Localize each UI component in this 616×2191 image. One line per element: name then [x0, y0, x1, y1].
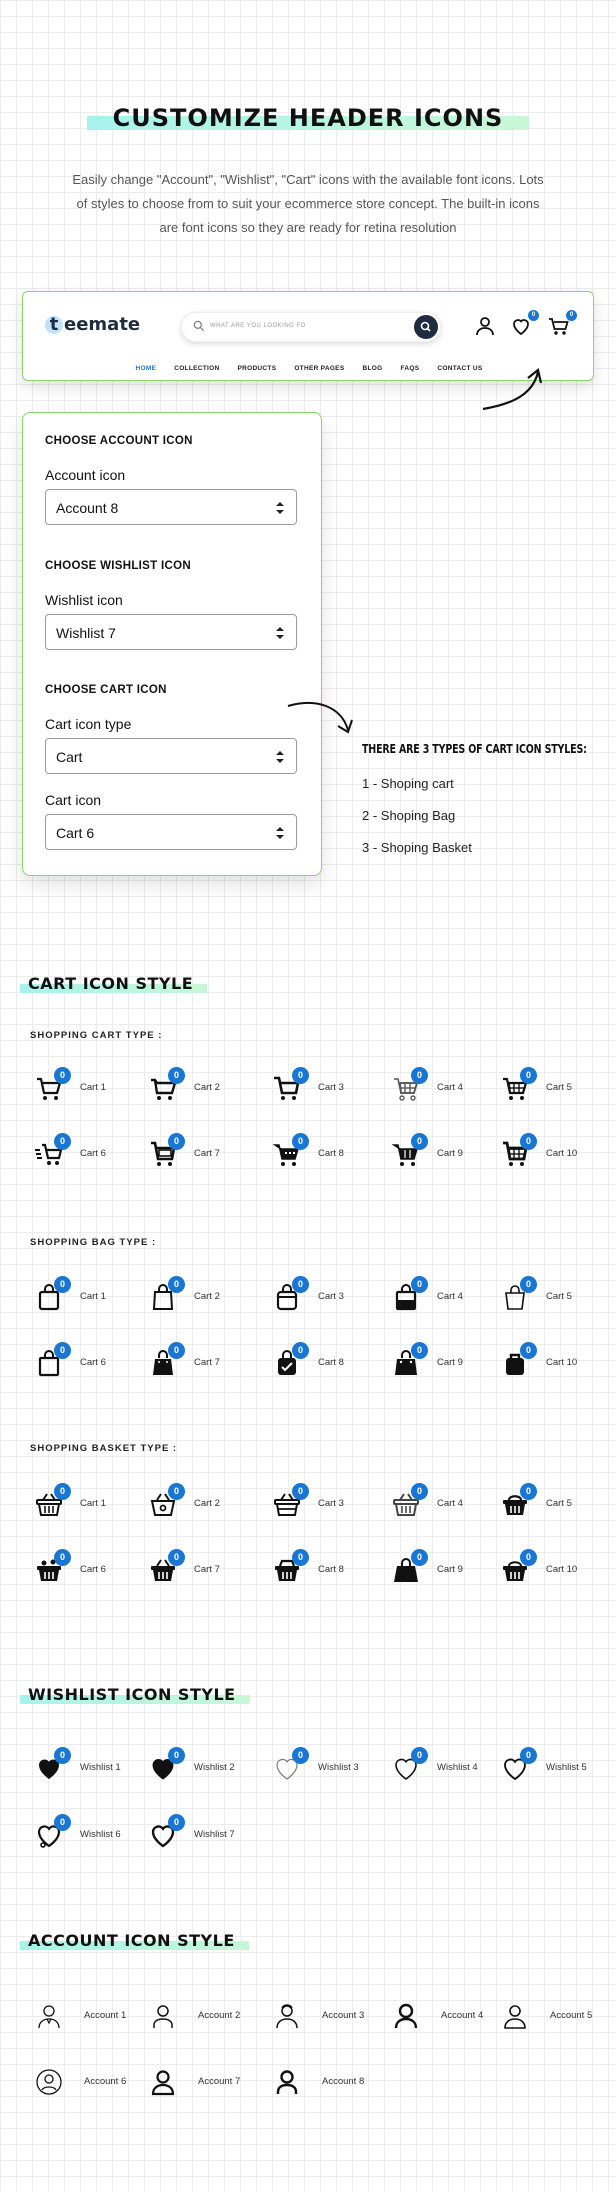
cart-option-label: Cart 4	[437, 1082, 463, 1093]
cart-types-note	[362, 742, 616, 855]
account-select[interactable]	[45, 489, 297, 525]
account-option-label: Account 3	[322, 2010, 365, 2021]
basket-option-9[interactable]	[385, 1549, 500, 1591]
basket-option-label: Cart 10	[546, 1564, 578, 1575]
basket-option-label: Cart 4	[437, 1498, 463, 1509]
account-option-8[interactable]	[266, 2061, 381, 2103]
cart-option-4[interactable]	[385, 1067, 500, 1109]
bag-option-9[interactable]	[385, 1342, 500, 1384]
bag-option-5[interactable]	[494, 1276, 609, 1318]
wishlist-badge: 0	[528, 310, 539, 321]
basket-option-6[interactable]	[28, 1549, 143, 1591]
select-arrows-icon	[274, 825, 286, 841]
count-badge: 0	[411, 1067, 428, 1084]
bag-option-label: Cart 8	[318, 1357, 344, 1368]
count-badge: 0	[520, 1483, 537, 1500]
account-icon	[272, 2067, 302, 2097]
search-icon	[414, 315, 438, 339]
count-badge: 0	[411, 1276, 428, 1293]
cart-badge: 0	[566, 310, 577, 321]
cart-option-label: Cart 9	[437, 1148, 463, 1159]
select-arrows-icon	[274, 749, 286, 765]
count-badge: 0	[54, 1067, 71, 1084]
cart-option-label: Cart 3	[318, 1082, 344, 1093]
nav-products[interactable]: PRODUCTS	[237, 365, 277, 372]
basket-option-5[interactable]	[494, 1483, 609, 1525]
cart-option-1[interactable]	[28, 1067, 143, 1109]
basket-option-label: Cart 5	[546, 1498, 572, 1509]
cart-type-item: 1 - Shoping cart	[362, 776, 454, 791]
cart-option-label: Cart 2	[194, 1082, 220, 1093]
count-badge: 0	[292, 1067, 309, 1084]
cart-heading: CHOOSE CART ICON	[45, 684, 167, 696]
count-badge: 0	[292, 1747, 309, 1764]
count-badge: 0	[54, 1276, 71, 1293]
account-option-label: Account 5	[550, 2010, 593, 2021]
account-select-value: Account 8	[56, 500, 119, 516]
count-badge: 0	[520, 1133, 537, 1150]
count-badge: 0	[411, 1549, 428, 1566]
search-button[interactable]	[414, 315, 438, 339]
heart-option-2[interactable]	[142, 1747, 257, 1789]
cart-type-select[interactable]	[45, 738, 297, 774]
count-badge: 0	[520, 1342, 537, 1359]
cart-type-label: Cart icon type	[45, 716, 132, 732]
cart-icon-select[interactable]	[45, 814, 297, 850]
account-icon	[500, 2001, 530, 2031]
heart-option-6[interactable]	[28, 1814, 143, 1856]
account-option-label: Account 1	[84, 2010, 127, 2021]
wishlist-button[interactable]	[509, 312, 536, 338]
page-title-wrap	[0, 104, 616, 132]
heart-option-5[interactable]	[494, 1747, 609, 1789]
basket-option-8[interactable]	[266, 1549, 381, 1591]
basket-option-label: Cart 6	[80, 1564, 106, 1575]
curved-arrow-icon	[478, 364, 548, 414]
cart-option-label: Cart 7	[194, 1148, 220, 1159]
settings-panel	[22, 412, 322, 876]
count-badge: 0	[168, 1276, 185, 1293]
cart-option-label: Cart 8	[318, 1148, 344, 1159]
count-badge: 0	[54, 1814, 71, 1831]
cart-type-select-value: Cart	[56, 749, 83, 765]
account-option-label: Account 2	[198, 2010, 241, 2021]
wishlist-label: Wishlist icon	[45, 592, 123, 608]
account-icon	[272, 2001, 302, 2031]
logo-text: eemate	[64, 314, 141, 335]
basket-option-label: Cart 7	[194, 1564, 220, 1575]
count-badge: 0	[411, 1747, 428, 1764]
page-title: CUSTOMIZE HEADER ICONS	[112, 104, 504, 132]
bag-option-6[interactable]	[28, 1342, 143, 1384]
select-arrows-icon	[274, 500, 286, 516]
header-icons	[473, 312, 583, 342]
wishlist-select-value: Wishlist 7	[56, 625, 116, 641]
bag-option-label: Cart 6	[80, 1357, 106, 1368]
cart-icon-label: Cart icon	[45, 792, 102, 808]
cart-option-6[interactable]	[28, 1133, 143, 1175]
count-badge: 0	[292, 1549, 309, 1566]
count-badge: 0	[292, 1133, 309, 1150]
wishlist-select[interactable]	[45, 614, 297, 650]
cart-icon-select-value: Cart 6	[56, 825, 95, 841]
heart-option-label: Wishlist 5	[546, 1762, 587, 1773]
account-icon	[148, 2001, 178, 2031]
count-badge: 0	[168, 1133, 185, 1150]
count-badge: 0	[54, 1549, 71, 1566]
account-option-3[interactable]	[266, 1995, 381, 2037]
account-option-label: Account 8	[322, 2076, 365, 2087]
count-badge: 0	[292, 1483, 309, 1500]
heart-option-7[interactable]	[142, 1814, 257, 1856]
bag-option-label: Cart 4	[437, 1291, 463, 1302]
heart-option-1[interactable]	[28, 1747, 143, 1789]
bag-option-label: Cart 1	[80, 1291, 106, 1302]
heart-option-label: Wishlist 3	[318, 1762, 359, 1773]
heart-option-4[interactable]	[385, 1747, 500, 1789]
search-input[interactable]	[181, 312, 441, 342]
account-icon[interactable]	[473, 314, 497, 338]
account-section-title-text: ACCOUNT ICON STYLE	[20, 1931, 249, 1950]
count-badge: 0	[292, 1342, 309, 1359]
cart-section-title	[20, 974, 207, 993]
account-icon	[34, 2067, 64, 2097]
cart-option-label: Cart 5	[546, 1082, 572, 1093]
select-arrows-icon	[274, 625, 286, 641]
count-badge: 0	[54, 1483, 71, 1500]
basket-option-2[interactable]	[142, 1483, 257, 1525]
cart-option-9[interactable]	[385, 1133, 500, 1175]
account-icon	[391, 2001, 421, 2031]
count-badge: 0	[54, 1133, 71, 1150]
cart-type-label: SHOPPING CART TYPE :	[30, 1030, 163, 1041]
wishlist-section-title	[20, 1685, 250, 1704]
basket-type-label: SHOPPING BASKET TYPE :	[30, 1443, 178, 1454]
heart-option-label: Wishlist 2	[194, 1762, 235, 1773]
search-icon	[192, 319, 206, 333]
heart-option-label: Wishlist 7	[194, 1829, 235, 1840]
count-badge: 0	[520, 1276, 537, 1293]
nav-faqs[interactable]: FAQS	[400, 365, 420, 372]
count-badge: 0	[168, 1483, 185, 1500]
account-option-label: Account 6	[84, 2076, 127, 2087]
cart-option-label: Cart 6	[80, 1148, 106, 1159]
bag-option-1[interactable]	[28, 1276, 143, 1318]
search-placeholder: WHAT ARE YOU LOOKING FO	[210, 323, 306, 329]
basket-option-label: Cart 3	[318, 1498, 344, 1509]
cart-option-label: Cart 1	[80, 1082, 106, 1093]
bag-option-4[interactable]	[385, 1276, 500, 1318]
account-option-label: Account 7	[198, 2076, 241, 2087]
cart-option-5[interactable]	[494, 1067, 609, 1109]
wishlist-section-title-text: WISHLIST ICON STYLE	[20, 1685, 250, 1704]
bag-option-7[interactable]	[142, 1342, 257, 1384]
bag-option-label: Cart 7	[194, 1357, 220, 1368]
heart-option-label: Wishlist 4	[437, 1762, 478, 1773]
nav-home[interactable]: HOME	[135, 365, 157, 372]
count-badge: 0	[411, 1342, 428, 1359]
bag-type-label: SHOPPING BAG TYPE :	[30, 1237, 157, 1248]
basket-option-label: Cart 8	[318, 1564, 344, 1575]
count-badge: 0	[520, 1747, 537, 1764]
account-heading: CHOOSE ACCOUNT ICON	[45, 435, 193, 447]
count-badge: 0	[292, 1276, 309, 1293]
cart-option-3[interactable]	[266, 1067, 381, 1109]
cart-option-label: Cart 10	[546, 1148, 578, 1159]
bag-option-label: Cart 2	[194, 1291, 220, 1302]
nav-collection[interactable]: COLLECTION	[174, 365, 220, 372]
account-option-2[interactable]	[142, 1995, 257, 2037]
bag-option-8[interactable]	[266, 1342, 381, 1384]
cart-type-item: 3 - Shoping Basket	[362, 840, 472, 855]
cart-option-10[interactable]	[494, 1133, 609, 1175]
cart-section-title-text: CART ICON STYLE	[20, 974, 207, 993]
heart-option-label: Wishlist 1	[80, 1762, 121, 1773]
count-badge: 0	[168, 1747, 185, 1764]
bag-option-10[interactable]	[494, 1342, 609, 1384]
nav-other-pages[interactable]: OTHER PAGES	[294, 365, 345, 372]
heart-option-label: Wishlist 6	[80, 1829, 121, 1840]
basket-option-label: Cart 9	[437, 1564, 463, 1575]
count-badge: 0	[54, 1342, 71, 1359]
bag-option-2[interactable]	[142, 1276, 257, 1318]
cart-option-7[interactable]	[142, 1133, 257, 1175]
account-option-7[interactable]	[142, 2061, 257, 2103]
account-icon	[148, 2067, 178, 2097]
basket-option-label: Cart 2	[194, 1498, 220, 1509]
store-logo[interactable]	[45, 314, 140, 335]
cart-option-2[interactable]	[142, 1067, 257, 1109]
count-badge: 0	[520, 1549, 537, 1566]
count-badge: 0	[520, 1067, 537, 1084]
wishlist-heading: CHOOSE WISHLIST ICON	[45, 560, 191, 572]
count-badge: 0	[54, 1747, 71, 1764]
account-label: Account icon	[45, 467, 126, 483]
account-option-label: Account 4	[441, 2010, 484, 2021]
cart-type-item: 2 - Shoping Bag	[362, 808, 456, 823]
basket-option-10[interactable]	[494, 1549, 609, 1591]
cart-types-heading: THERE ARE 3 TYPES OF CART ICON STYLES:	[362, 742, 587, 756]
bag-option-label: Cart 9	[437, 1357, 463, 1368]
account-option-6[interactable]	[28, 2061, 143, 2103]
nav-blog[interactable]: BLOG	[362, 365, 383, 372]
account-option-5[interactable]	[494, 1995, 609, 2037]
basket-option-1[interactable]	[28, 1483, 143, 1525]
curved-arrow-icon	[286, 698, 356, 742]
count-badge: 0	[168, 1067, 185, 1084]
nav-contact[interactable]: CONTACT US	[437, 365, 483, 372]
bag-option-label: Cart 3	[318, 1291, 344, 1302]
bag-option-label: Cart 5	[546, 1291, 572, 1302]
count-badge: 0	[168, 1814, 185, 1831]
cart-button[interactable]	[547, 312, 574, 338]
logo-mark: t	[45, 316, 63, 334]
account-option-4[interactable]	[385, 1995, 500, 2037]
basket-option-3[interactable]	[266, 1483, 381, 1525]
bag-option-3[interactable]	[266, 1276, 381, 1318]
account-section-title	[20, 1931, 249, 1950]
cart-option-8[interactable]	[266, 1133, 381, 1175]
bag-option-label: Cart 10	[546, 1357, 578, 1368]
count-badge: 0	[168, 1342, 185, 1359]
basket-option-4[interactable]	[385, 1483, 500, 1525]
basket-option-label: Cart 1	[80, 1498, 106, 1509]
page-subtitle: Easily change "Account", "Wishlist", "Cart" icons with the available font icons. Lots of styles to choose from to suit your ecommerce store concept. The built-in icons are font icons so they are ready for retina resolution	[72, 172, 544, 235]
account-icon	[34, 2001, 64, 2031]
count-badge: 0	[411, 1483, 428, 1500]
heart-option-3[interactable]	[266, 1747, 381, 1789]
account-option-1[interactable]	[28, 1995, 143, 2037]
count-badge: 0	[411, 1133, 428, 1150]
count-badge: 0	[168, 1549, 185, 1566]
basket-option-7[interactable]	[142, 1549, 257, 1591]
